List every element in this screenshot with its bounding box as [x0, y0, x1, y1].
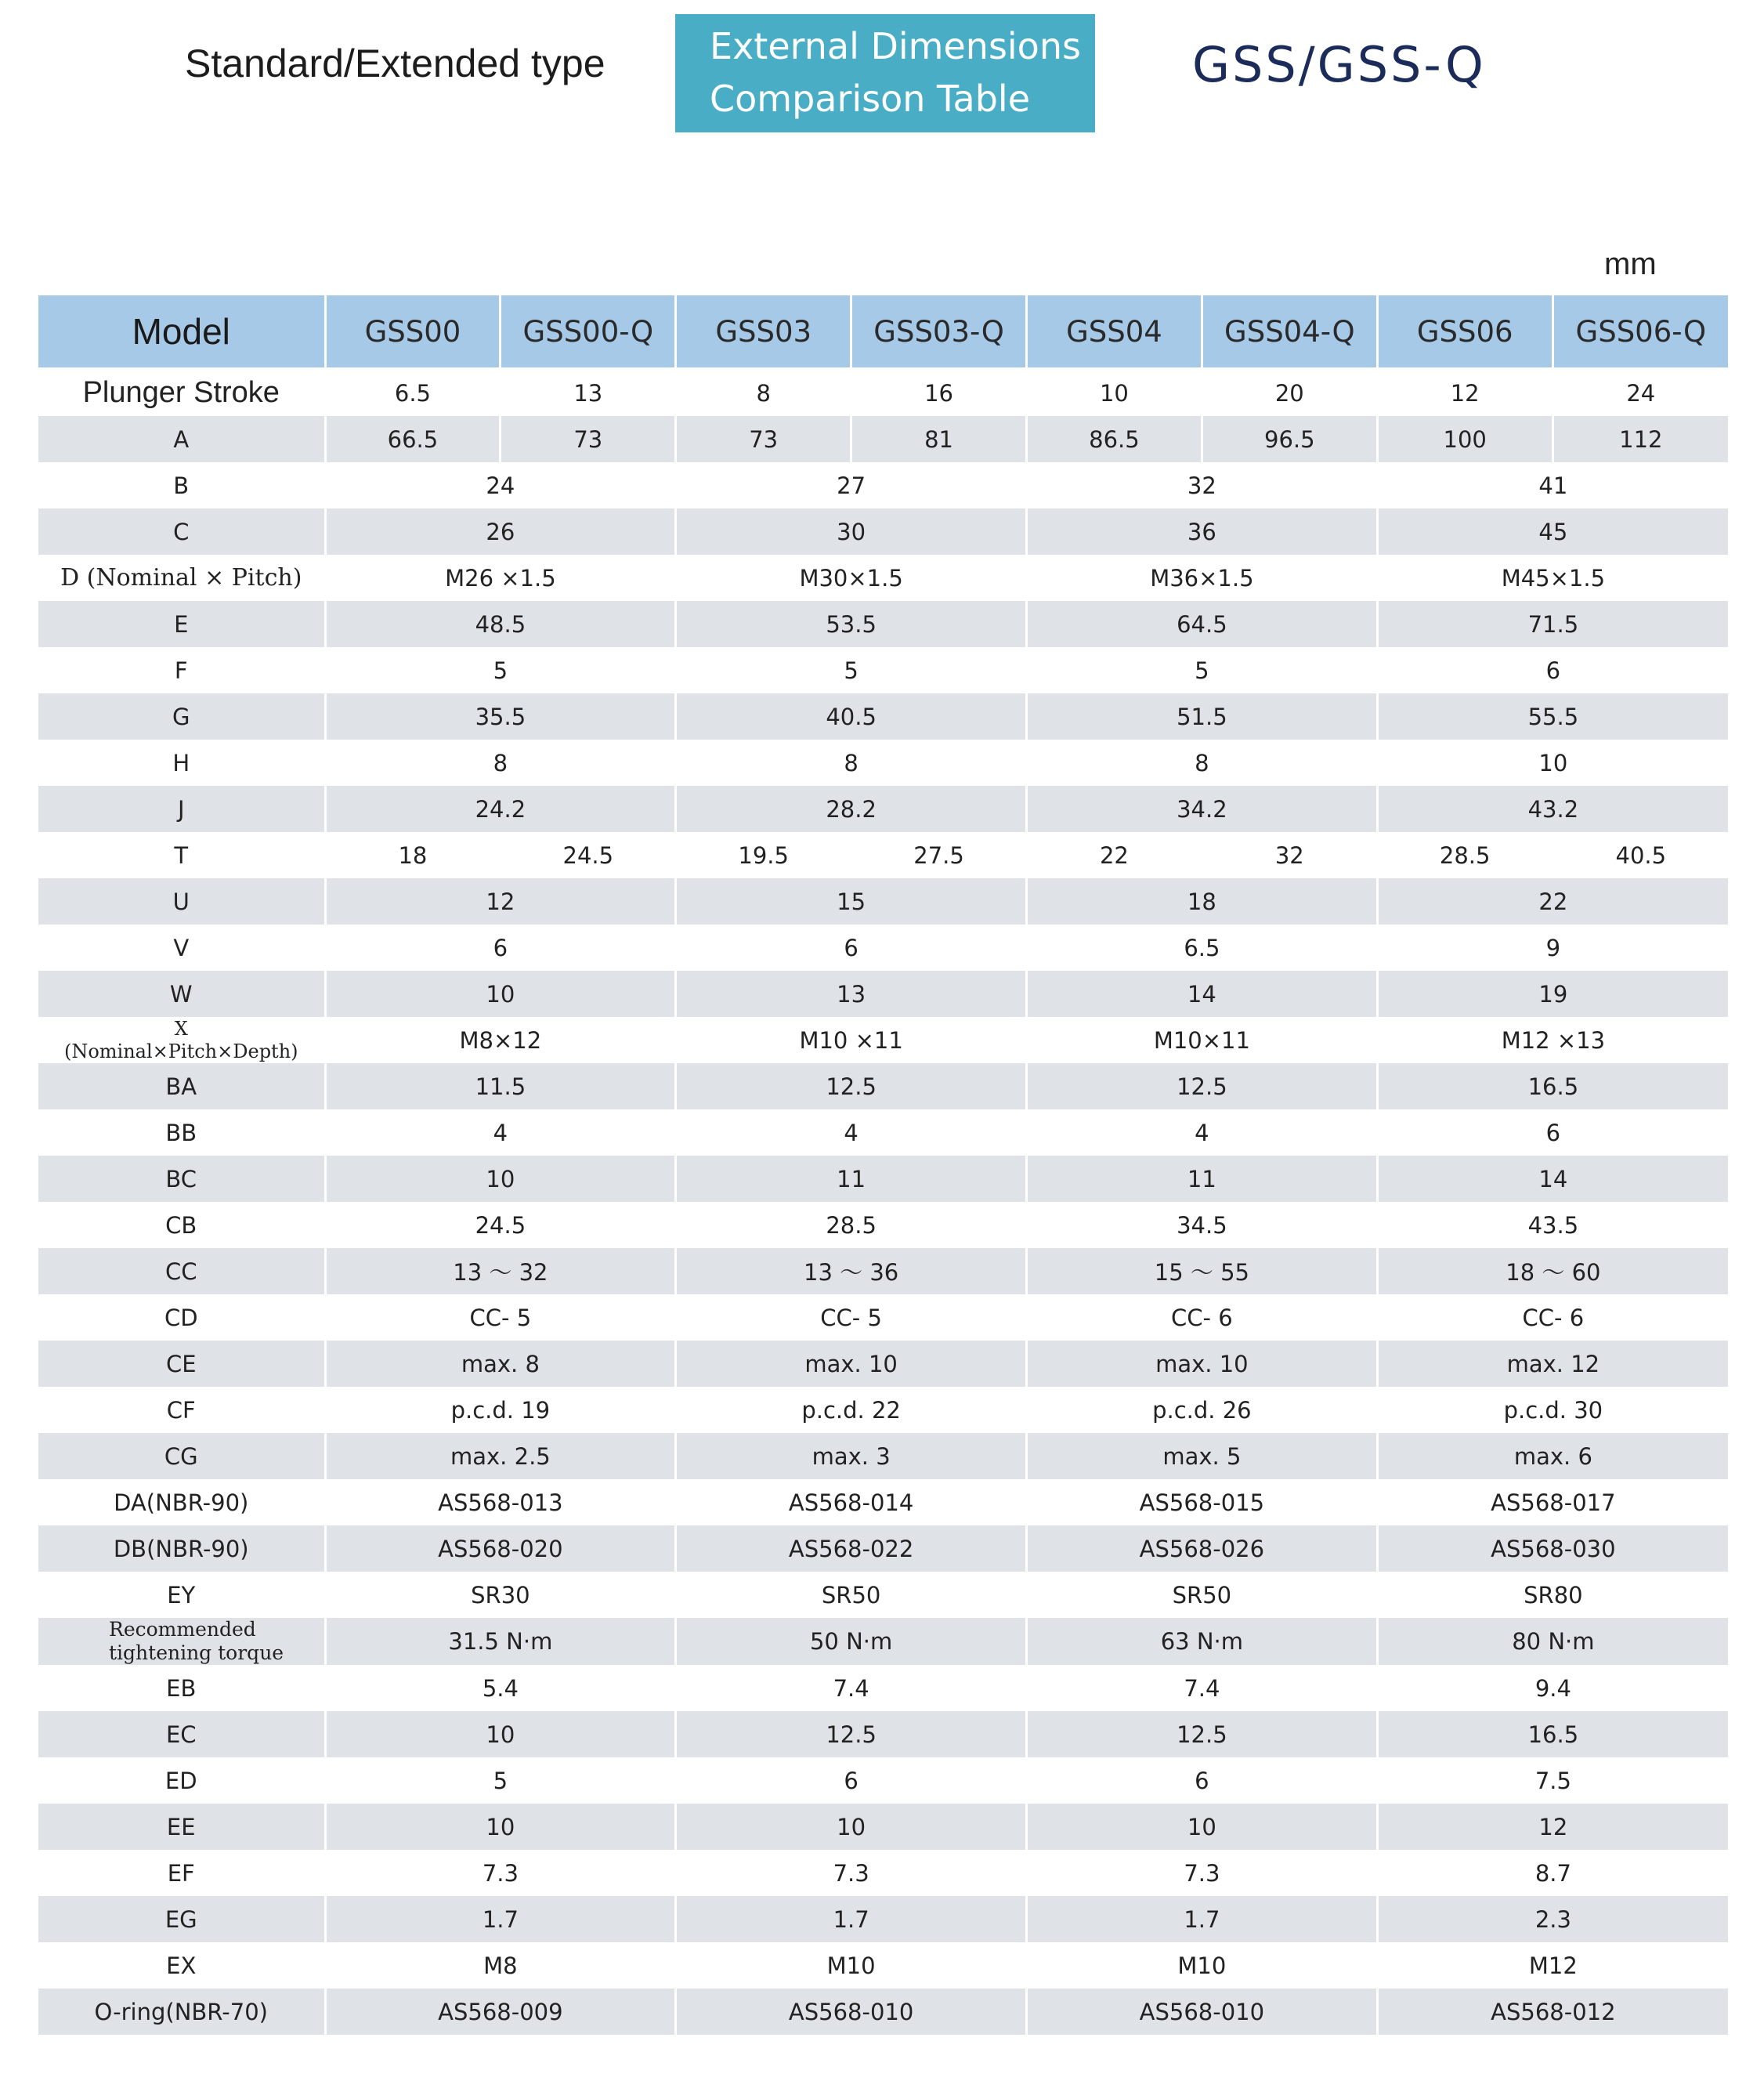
- value-cell: 11: [676, 1156, 1027, 1202]
- value-cell: M12 ×13: [1377, 1017, 1728, 1063]
- value-cell: 12: [325, 878, 676, 925]
- table-row: [38, 1572, 1728, 1618]
- value-cell: SR50: [1027, 1572, 1378, 1618]
- row-label: CE: [38, 1341, 325, 1387]
- value-cell: 6.5: [325, 369, 501, 417]
- value-cell: 15 〜 55: [1027, 1248, 1378, 1294]
- row-label: C: [38, 508, 325, 555]
- value-cell: 41: [1377, 462, 1728, 508]
- value-cell: max. 12: [1377, 1341, 1728, 1387]
- value-cell: 45: [1377, 508, 1728, 555]
- row-label: E: [38, 601, 325, 647]
- value-cell: 73: [501, 416, 676, 462]
- value-cell: 7.5: [1377, 1757, 1728, 1804]
- value-cell: 8: [325, 740, 676, 786]
- value-cell: 4: [325, 1109, 676, 1156]
- value-cell: AS568-010: [1027, 1988, 1378, 2035]
- table-row: [38, 508, 1728, 555]
- value-cell: 26: [325, 508, 676, 555]
- value-cell: 9.4: [1377, 1665, 1728, 1711]
- row-label-line: tightening torque: [109, 1641, 284, 1664]
- model-header-cell: GSS04-Q: [1202, 295, 1377, 369]
- table-row: [38, 647, 1728, 693]
- table-row: [38, 1757, 1728, 1804]
- value-cell: 10: [1377, 740, 1728, 786]
- row-label: G: [38, 693, 325, 740]
- value-cell: CC- 5: [676, 1294, 1027, 1341]
- row-label: T: [38, 832, 325, 878]
- value-cell: 12: [1377, 369, 1553, 417]
- value-cell: 6: [676, 925, 1027, 971]
- value-cell: 4: [676, 1109, 1027, 1156]
- value-cell: AS568-012: [1377, 1988, 1728, 2035]
- row-label: DB(NBR-90): [38, 1525, 325, 1572]
- value-cell: 24: [325, 462, 676, 508]
- value-cell: 5: [325, 647, 676, 693]
- value-cell: 10: [325, 1804, 676, 1850]
- value-cell: 8.7: [1377, 1850, 1728, 1896]
- row-label: CG: [38, 1433, 325, 1479]
- row-label: D (Nominal × Pitch): [38, 555, 325, 601]
- value-cell: M10: [1027, 1942, 1378, 1988]
- model-header-cell: Model: [38, 295, 325, 369]
- value-cell: AS568-014: [676, 1479, 1027, 1525]
- value-cell: 5.4: [325, 1665, 676, 1711]
- value-cell: 9: [1377, 925, 1728, 971]
- value-cell: 14: [1027, 971, 1378, 1017]
- row-label: Plunger Stroke: [38, 369, 325, 417]
- value-cell: 80 N·m: [1377, 1618, 1728, 1665]
- table-row: [38, 1017, 1728, 1063]
- unit-label: mm: [1604, 247, 1657, 281]
- value-cell: 48.5: [325, 601, 676, 647]
- value-cell: 12.5: [1027, 1063, 1378, 1109]
- value-cell: max. 10: [1027, 1341, 1378, 1387]
- value-cell: CC- 6: [1377, 1294, 1728, 1341]
- value-cell: 64.5: [1027, 601, 1378, 647]
- value-cell: 19: [1377, 971, 1728, 1017]
- table-row: [38, 1479, 1728, 1525]
- value-cell: 13: [676, 971, 1027, 1017]
- value-cell: 86.5: [1027, 416, 1202, 462]
- page-title-line-1: External Dimensions: [710, 25, 1081, 67]
- value-cell: 27.5: [851, 832, 1027, 878]
- value-cell: 1.7: [325, 1896, 676, 1942]
- value-cell: 40.5: [1553, 832, 1728, 878]
- value-cell: 22: [1027, 832, 1202, 878]
- row-label: EB: [38, 1665, 325, 1711]
- value-cell: 18 〜 60: [1377, 1248, 1728, 1294]
- row-label-line: Recommended: [109, 1618, 256, 1641]
- row-label: [38, 1618, 325, 1665]
- table-row: [38, 1341, 1728, 1387]
- value-cell: 7.3: [325, 1850, 676, 1896]
- row-label: BA: [38, 1063, 325, 1109]
- table-row: [38, 1618, 1728, 1665]
- table-row: [38, 1711, 1728, 1757]
- value-cell: AS568-015: [1027, 1479, 1378, 1525]
- table-row: [38, 1294, 1728, 1341]
- page-title-line-2: Comparison Table: [710, 78, 1030, 120]
- row-label: CB: [38, 1202, 325, 1248]
- table-row: [38, 555, 1728, 601]
- value-cell: M45×1.5: [1377, 555, 1728, 601]
- value-cell: 7.4: [676, 1665, 1027, 1711]
- value-cell: M8: [325, 1942, 676, 1988]
- value-cell: max. 5: [1027, 1433, 1378, 1479]
- table-row: [38, 1248, 1728, 1294]
- value-cell: 43.5: [1377, 1202, 1728, 1248]
- value-cell: 6: [325, 925, 676, 971]
- value-cell: 10: [1027, 1804, 1378, 1850]
- value-cell: 24.5: [325, 1202, 676, 1248]
- value-cell: 16: [851, 369, 1027, 417]
- table-row: [38, 1665, 1728, 1711]
- value-cell: 51.5: [1027, 693, 1378, 740]
- row-label: U: [38, 878, 325, 925]
- table-row: [38, 1525, 1728, 1572]
- row-label: [38, 1017, 325, 1063]
- value-cell: 71.5: [1377, 601, 1728, 647]
- value-cell: 12.5: [1027, 1711, 1378, 1757]
- row-label: H: [38, 740, 325, 786]
- value-cell: 28.5: [1377, 832, 1553, 878]
- value-cell: 30: [676, 508, 1027, 555]
- page-subtitle: Standard/Extended type: [185, 42, 605, 85]
- value-cell: 36: [1027, 508, 1378, 555]
- row-label: F: [38, 647, 325, 693]
- value-cell: M8×12: [325, 1017, 676, 1063]
- row-label: ED: [38, 1757, 325, 1804]
- value-cell: 10: [676, 1804, 1027, 1850]
- table-row: [38, 1804, 1728, 1850]
- model-header-cell: GSS00-Q: [501, 295, 676, 369]
- model-header-cell: GSS06-Q: [1553, 295, 1728, 369]
- row-label: BB: [38, 1109, 325, 1156]
- table-row: [38, 693, 1728, 740]
- value-cell: 14: [1377, 1156, 1728, 1202]
- value-cell: AS568-026: [1027, 1525, 1378, 1572]
- value-cell: M12: [1377, 1942, 1728, 1988]
- value-cell: 13 〜 36: [676, 1248, 1027, 1294]
- value-cell: AS568-013: [325, 1479, 676, 1525]
- value-cell: AS568-010: [676, 1988, 1027, 2035]
- table-row: [38, 1156, 1728, 1202]
- value-cell: 28.5: [676, 1202, 1027, 1248]
- value-cell: 81: [851, 416, 1027, 462]
- value-cell: 6: [676, 1757, 1027, 1804]
- value-cell: 53.5: [676, 601, 1027, 647]
- value-cell: 32: [1202, 832, 1377, 878]
- value-cell: 31.5 N·m: [325, 1618, 676, 1665]
- value-cell: 18: [325, 832, 501, 878]
- value-cell: 35.5: [325, 693, 676, 740]
- value-cell: 8: [676, 740, 1027, 786]
- value-cell: 34.2: [1027, 786, 1378, 832]
- row-label: A: [38, 416, 325, 462]
- table-header-row: [38, 295, 1728, 369]
- row-label: B: [38, 462, 325, 508]
- table-row: [38, 1988, 1728, 2035]
- page-title-box: [675, 14, 1095, 132]
- value-cell: SR30: [325, 1572, 676, 1618]
- value-cell: 50 N·m: [676, 1618, 1027, 1665]
- value-cell: 6: [1027, 1757, 1378, 1804]
- value-cell: max. 3: [676, 1433, 1027, 1479]
- table-row: [38, 1942, 1728, 1988]
- value-cell: 7.3: [676, 1850, 1027, 1896]
- table-row: [38, 1063, 1728, 1109]
- value-cell: 13 〜 32: [325, 1248, 676, 1294]
- value-cell: 1.7: [676, 1896, 1027, 1942]
- row-label: EX: [38, 1942, 325, 1988]
- value-cell: 22: [1377, 878, 1728, 925]
- table-row: [38, 878, 1728, 925]
- value-cell: max. 8: [325, 1341, 676, 1387]
- value-cell: M30×1.5: [676, 555, 1027, 601]
- table-row: [38, 1433, 1728, 1479]
- row-label-line: (Nominal×Pitch×Depth): [63, 1040, 298, 1062]
- row-label: EC: [38, 1711, 325, 1757]
- row-label: CC: [38, 1248, 325, 1294]
- table-row: [38, 1387, 1728, 1433]
- value-cell: max. 10: [676, 1341, 1027, 1387]
- value-cell: p.c.d. 22: [676, 1387, 1027, 1433]
- value-cell: 2.3: [1377, 1896, 1728, 1942]
- value-cell: 15: [676, 878, 1027, 925]
- table-row: [38, 740, 1728, 786]
- row-label: O-ring(NBR-70): [38, 1988, 325, 2035]
- value-cell: 13: [501, 369, 676, 417]
- value-cell: 5: [1027, 647, 1378, 693]
- value-cell: 43.2: [1377, 786, 1728, 832]
- table-row: [38, 786, 1728, 832]
- table-row: [38, 462, 1728, 508]
- table-row: [38, 925, 1728, 971]
- value-cell: 6.5: [1027, 925, 1378, 971]
- row-label: V: [38, 925, 325, 971]
- value-cell: SR50: [676, 1572, 1027, 1618]
- value-cell: 10: [325, 1711, 676, 1757]
- value-cell: 112: [1553, 416, 1728, 462]
- table-row: [38, 1850, 1728, 1896]
- series-brand: GSS∕GSS-Q: [1192, 36, 1486, 93]
- value-cell: 20: [1202, 369, 1377, 417]
- value-cell: 28.2: [676, 786, 1027, 832]
- row-label: CF: [38, 1387, 325, 1433]
- value-cell: AS568-022: [676, 1525, 1027, 1572]
- value-cell: SR80: [1377, 1572, 1728, 1618]
- value-cell: 66.5: [325, 416, 501, 462]
- row-label: CD: [38, 1294, 325, 1341]
- row-label: W: [38, 971, 325, 1017]
- row-label: EE: [38, 1804, 325, 1850]
- value-cell: 12: [1377, 1804, 1728, 1850]
- table-row: [38, 971, 1728, 1017]
- value-cell: 16.5: [1377, 1063, 1728, 1109]
- table-row: [38, 1896, 1728, 1942]
- table-row: [38, 832, 1728, 878]
- value-cell: 18: [1027, 878, 1378, 925]
- row-label: DA(NBR-90): [38, 1479, 325, 1525]
- value-cell: 10: [325, 971, 676, 1017]
- value-cell: max. 6: [1377, 1433, 1728, 1479]
- table-row: [38, 601, 1728, 647]
- value-cell: 63 N·m: [1027, 1618, 1378, 1665]
- value-cell: 55.5: [1377, 693, 1728, 740]
- value-cell: AS568-017: [1377, 1479, 1728, 1525]
- row-label: EY: [38, 1572, 325, 1618]
- table-row: [38, 1109, 1728, 1156]
- value-cell: 27: [676, 462, 1027, 508]
- row-label: BC: [38, 1156, 325, 1202]
- value-cell: 40.5: [676, 693, 1027, 740]
- value-cell: 1.7: [1027, 1896, 1378, 1942]
- value-cell: 24.5: [501, 832, 676, 878]
- value-cell: max. 2.5: [325, 1433, 676, 1479]
- value-cell: 6: [1377, 1109, 1728, 1156]
- value-cell: 34.5: [1027, 1202, 1378, 1248]
- value-cell: 10: [1027, 369, 1202, 417]
- value-cell: 100: [1377, 416, 1553, 462]
- model-header-cell: GSS04: [1027, 295, 1202, 369]
- value-cell: M10×11: [1027, 1017, 1378, 1063]
- value-cell: 11: [1027, 1156, 1378, 1202]
- table-body: [38, 295, 1728, 2035]
- value-cell: 4: [1027, 1109, 1378, 1156]
- row-label-line: X: [174, 1017, 188, 1040]
- table-row: [38, 369, 1728, 417]
- value-cell: AS568-009: [325, 1988, 676, 2035]
- value-cell: 6: [1377, 647, 1728, 693]
- value-cell: p.c.d. 26: [1027, 1387, 1378, 1433]
- table-row: [38, 1202, 1728, 1248]
- value-cell: 8: [1027, 740, 1378, 786]
- value-cell: 32: [1027, 462, 1378, 508]
- value-cell: 73: [676, 416, 851, 462]
- value-cell: 11.5: [325, 1063, 676, 1109]
- row-label: J: [38, 786, 325, 832]
- value-cell: 24: [1553, 369, 1728, 417]
- value-cell: M36×1.5: [1027, 555, 1378, 601]
- row-label: EF: [38, 1850, 325, 1896]
- value-cell: M26 ×1.5: [325, 555, 676, 601]
- value-cell: 16.5: [1377, 1711, 1728, 1757]
- value-cell: M10: [676, 1942, 1027, 1988]
- dimensions-table: [38, 295, 1728, 2035]
- value-cell: CC- 6: [1027, 1294, 1378, 1341]
- value-cell: 24.2: [325, 786, 676, 832]
- value-cell: 7.3: [1027, 1850, 1378, 1896]
- value-cell: 10: [325, 1156, 676, 1202]
- value-cell: M10 ×11: [676, 1017, 1027, 1063]
- value-cell: 8: [676, 369, 851, 417]
- value-cell: 96.5: [1202, 416, 1377, 462]
- model-header-cell: GSS03: [676, 295, 851, 369]
- value-cell: 19.5: [676, 832, 851, 878]
- value-cell: 12.5: [676, 1711, 1027, 1757]
- table-row: [38, 416, 1728, 462]
- value-cell: p.c.d. 30: [1377, 1387, 1728, 1433]
- value-cell: 5: [676, 647, 1027, 693]
- value-cell: 12.5: [676, 1063, 1027, 1109]
- value-cell: AS568-030: [1377, 1525, 1728, 1572]
- value-cell: p.c.d. 19: [325, 1387, 676, 1433]
- model-header-cell: GSS06: [1377, 295, 1553, 369]
- value-cell: AS568-020: [325, 1525, 676, 1572]
- row-label: EG: [38, 1896, 325, 1942]
- value-cell: 7.4: [1027, 1665, 1378, 1711]
- value-cell: 5: [325, 1757, 676, 1804]
- dimensions-table-container: [38, 295, 1728, 2035]
- model-header-cell: GSS00: [325, 295, 501, 369]
- model-header-cell: GSS03-Q: [851, 295, 1027, 369]
- value-cell: CC- 5: [325, 1294, 676, 1341]
